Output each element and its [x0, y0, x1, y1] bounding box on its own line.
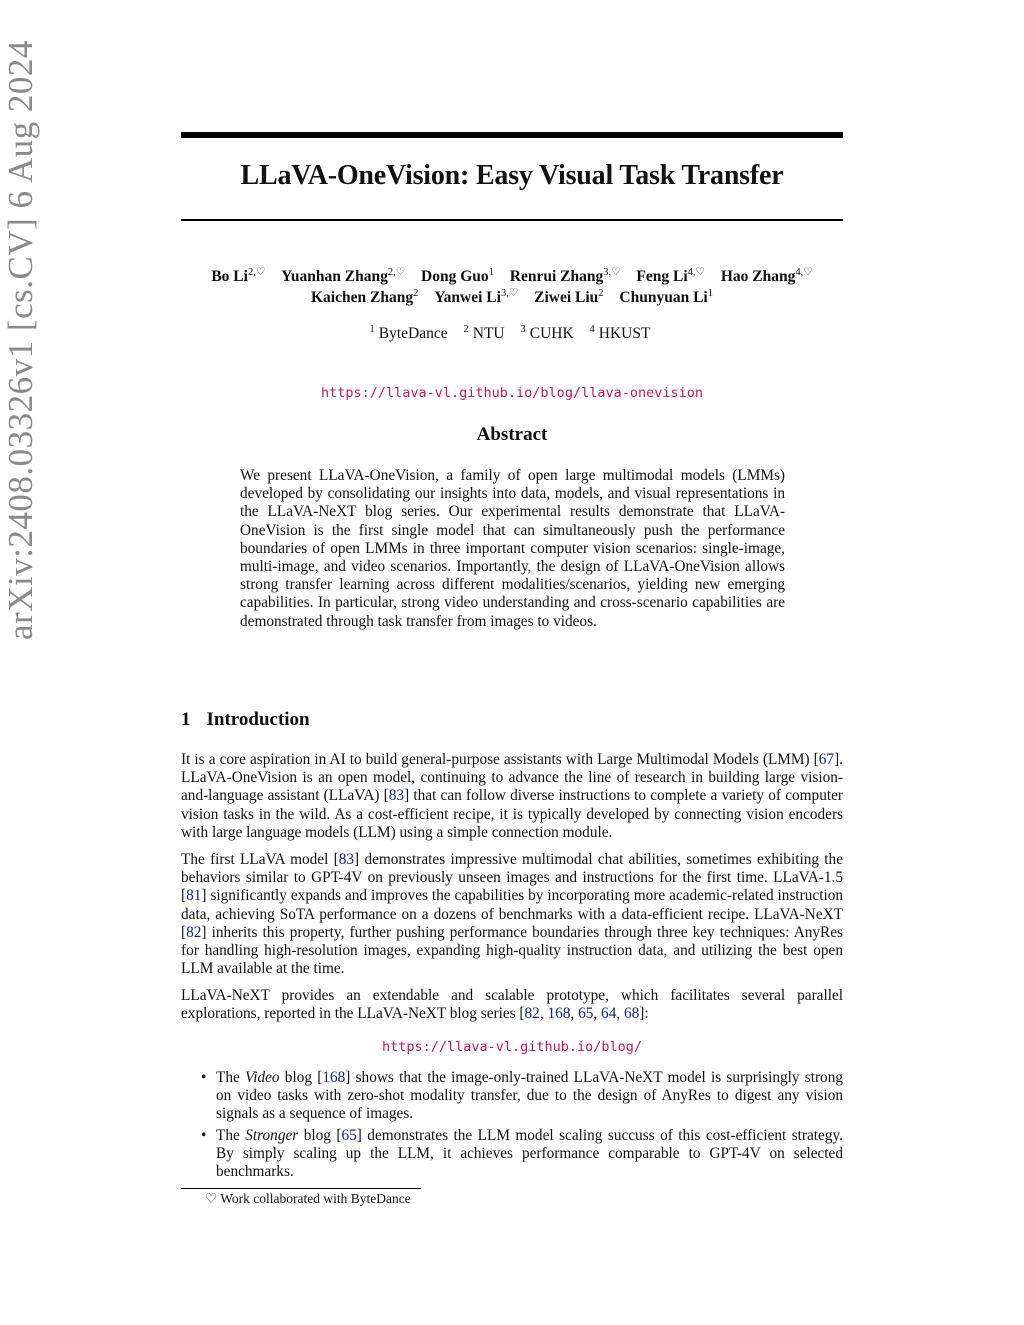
- author: Hao Zhang$^{4,♡}$: [720, 267, 813, 286]
- blog-url-link[interactable]: https://llava-vl.github.io/blog/: [381, 1039, 643, 1055]
- intro-paragraph-2: The first LLaVA model [83] demonstrates impressive multimodal chat abilities, sometimes exhibiting the behaviors similar to GPT-4V on previously unseen images and instructions for the first time. LLaVA-1.5 [81] significantly expands and improves the capabilities by incorporating more academic-related instruction data, achieving SoTA performance on a dozens of benchmarks with a data-efficient recipe. LLaVA-NeXT [82] inherits this property, further pushing performance boundaries through three key techniques: AnyRes for handling high-resolution images, expanding high-quality instruction data, and utilizing the best open LLM available at the time.: [181, 851, 843, 978]
- author-line-1: [181, 266, 843, 286]
- project-url-row: [181, 384, 843, 402]
- arxiv-stamp: arXiv:2408.03326v1 [cs.CV] 6 Aug 2024: [1, 40, 40, 640]
- project-url-link[interactable]: https://llava-vl.github.io/blog/llava-onevision: [320, 385, 703, 401]
- abstract-heading: Abstract: [476, 424, 548, 445]
- citation-link[interactable]: 168: [322, 1069, 346, 1086]
- author: Feng $Li^{4,♡}$: [636, 267, 705, 286]
- bullet-list: [199, 1069, 843, 1184]
- list-item: • The Video blog [168] shows that the image-only-trained LLaVA-NeXT model is surprisingly strong on video tasks with zero-shot modality transfer, due to the design of AnyRes to digest any vision signals as a sequence of images.: [201, 1069, 843, 1123]
- affiliation: $^4$ HKUST: [589, 324, 651, 343]
- blog-url-row: [181, 1038, 843, 1056]
- affiliation: $^2$ NTU: [463, 324, 505, 343]
- list-item: • The Stronger blog [65] demonstrates the LLM model scaling succuss of this cost-efficient strategy. By simply scaling up the LLM, it achieves performance comparable to GPT-4V on selected benchmarks.: [201, 1126, 843, 1181]
- title-bottom-rule: [181, 219, 843, 221]
- footnote-rule: [181, 1188, 421, 1189]
- citation-link[interactable]: 83: [338, 851, 355, 868]
- title-top-rule: [181, 132, 843, 138]
- author-line-2: [181, 287, 843, 307]
- author: Yanwei $Li^{3,♡}$: [434, 288, 519, 307]
- intro-paragraph-3: LLaVA-NeXT provides an extendable and scalable prototype, which facilitates several parallel explorations, reported in the LLaVA-NeXT blog series [82, 168, 65, 64, 68]:: [181, 987, 843, 1023]
- citation-link[interactable]: 81: [186, 887, 202, 905]
- abstract-body: We present LLaVA-OneVision, a family of open large multimodal models (LMMs) developed by consolidating our insights into data, models, and visual representations in the LLaVA-NeXT blog series. Our experimental results demonstrate that LLaVA-OneVision is the first single model that can simultaneously push the performance boundaries of open LMMs in three important computer vision scenarios: single-image, multi-image, and video scenarios. Importantly, the design of LLaVA-OneVision allows strong transfer learning across different modalities/scenarios, yielding new emerging capabilities. In particular, strong video understanding and cross-scenario capabilities are demonstrated through task transfer from images to videos.: [240, 467, 785, 630]
- citation-link[interactable]: 64: [601, 1005, 617, 1023]
- citation-link[interactable]: 65: [578, 1005, 594, 1023]
- citation-link[interactable]: 67: [818, 751, 835, 768]
- author: Ziwei Liu$^2$: [534, 288, 604, 307]
- author: Dong Guo$^1$: [421, 267, 494, 286]
- section-heading: 1 Introduction: [181, 709, 310, 730]
- citation-link[interactable]: 82: [186, 923, 202, 941]
- author: Renrui Zhang$^{3,♡}$: [509, 267, 621, 286]
- paper-title: LLaVA-OneVision: Easy Visual Task Transfer: [240, 160, 784, 191]
- bullet-icon: •: [201, 1069, 207, 1086]
- affiliation: $^3$ CUHK: [520, 324, 574, 343]
- author: Yuanhan Zhang$^{2,♡}$: [281, 267, 406, 286]
- affiliation: $^1$ ByteDance: [369, 324, 448, 343]
- affiliations: [181, 324, 843, 343]
- citation-link[interactable]: 83: [388, 787, 405, 805]
- author: Kaichen Zhang$^2$: [311, 288, 419, 307]
- citation-link[interactable]: 65: [341, 1126, 357, 1144]
- citation-link[interactable]: 168: [547, 1005, 571, 1023]
- author: Bo $Li^{2,♡}$: [211, 267, 266, 286]
- citation-link[interactable]: 82: [524, 1005, 540, 1023]
- intro-paragraph-1: It is a core aspiration in AI to build general-purpose assistants with Large Multimodal Models (LMM) [67]. LLaVA-OneVision is an open model, continuing to advance the line of research in building large vision-and-language assistant (LLaVA) [83] that can follow diverse instructions to complete a variety of computer vision tasks in the wild. As a cost-efficient recipe, it is typically developed by connecting vision encoders with large language models (LLM) using a simple connection module.: [181, 751, 843, 841]
- author: Chunyuan Li$^1$: [619, 288, 713, 307]
- citation-link[interactable]: 68: [624, 1005, 640, 1023]
- bullet-icon: •: [201, 1126, 207, 1144]
- footnote: ♡ Work collaborated with ByteDance: [205, 1191, 411, 1206]
